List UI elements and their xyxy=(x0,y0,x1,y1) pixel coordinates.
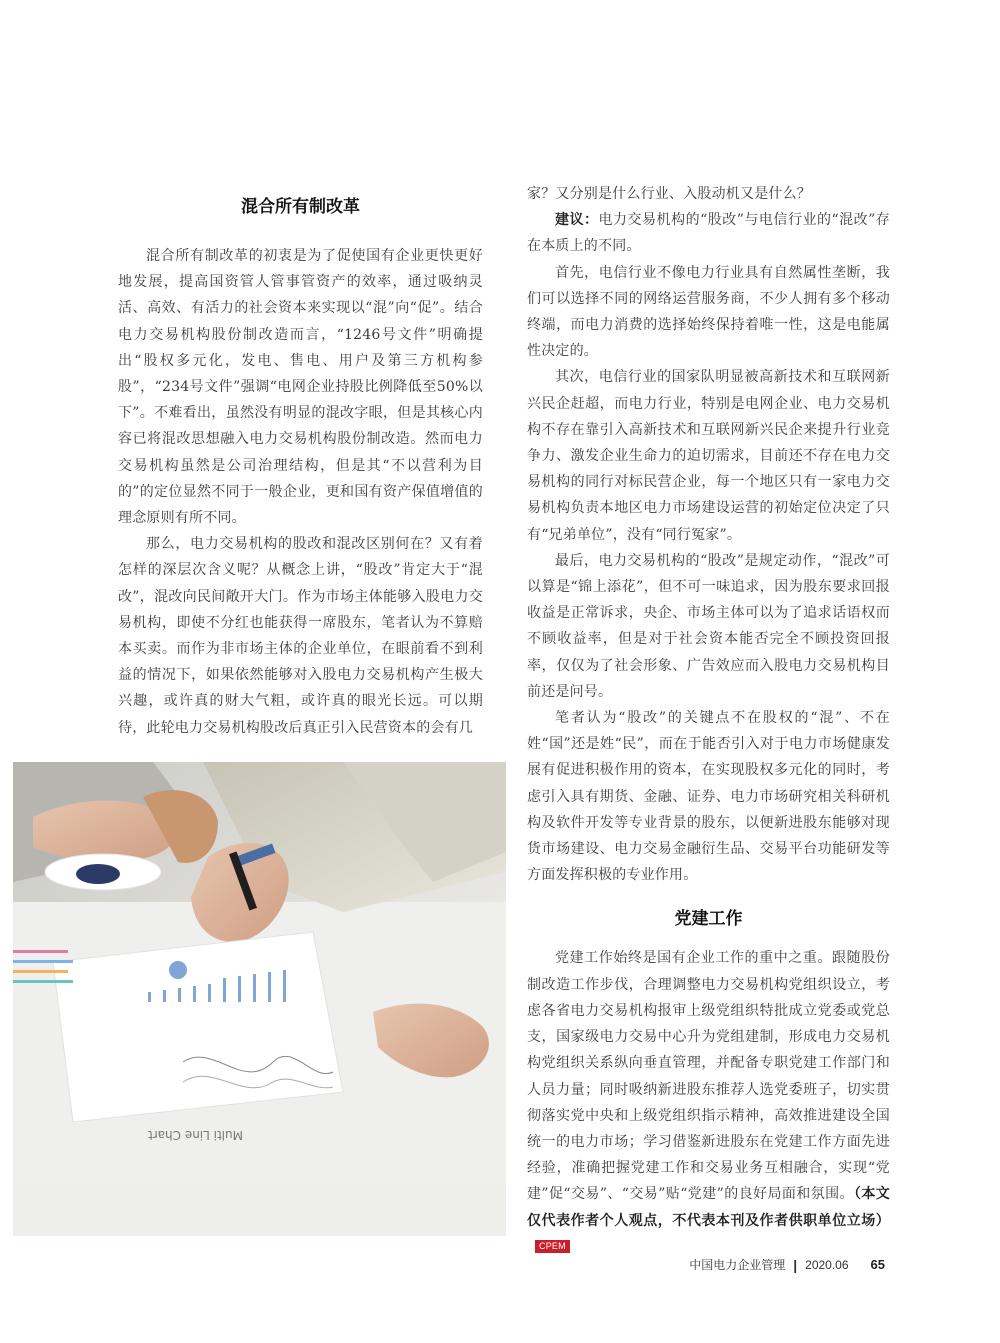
footer-separator: | xyxy=(793,1256,798,1273)
section-title-party-building: 党建工作 xyxy=(674,909,743,930)
section-title-mixed-ownership: 混合所有制改革 xyxy=(241,197,360,217)
page-footer xyxy=(689,1256,885,1273)
meeting-hands-photo xyxy=(13,762,506,1236)
svg-text:Multi Line Chart: Multi Line Chart xyxy=(148,1128,243,1142)
left-column xyxy=(118,192,483,741)
paragraph: 首先，电信行业不像电力行业具有自然属性垄断，我们可以选择不同的网络运营服务商，不少人拥有多个移动终端，而电力消费的选择始终保持着唯一性，这是电能属性决定的。 xyxy=(527,264,890,360)
page-number: 65 xyxy=(870,1257,885,1272)
right-column xyxy=(527,181,890,1260)
paragraph-suggestion: 建议：电力交易机构的“股改”与电信行业的“混改”存在本质上的不同。 xyxy=(527,212,890,255)
paragraph: 最后，电力交易机构的“股改”是规定动作，“混改”可以算是“锦上添花”，但不可一味追求，因为股东要求回报收益是正常诉求，央企、市场主体可以为了追求话语权而不顾收益率，但是对于社会资本能否完全不顾投资回报率，仅仅为了社会形象、广告效应而入股电力交易机构目前还是问号。 xyxy=(527,552,890,700)
paragraph: 笔者认为“股改”的关键点不在股权的“混”、不在姓“国”还是姓“民”，而在于能否引入对于电力市场健康发展有促进积极作用的资本，在实现股权多元化的同时，考虑引入具有期货、金融、证券、电力市场研究相关科研机构及软件开发等专业背景的股东，以便新进股东能够对现货市场建设、电力交易金融衍生品、交易平台功能研发等方面发挥积极的专业作用。 xyxy=(527,710,890,884)
suggestion-label: 建议： xyxy=(555,212,599,229)
paragraph: 混合所有制改革的初衷是为了促使国有企业更快更好地发展，提高国资管人管事管资产的效率，通过吸纳灵活、高效、有活力的社会资本来实现以“混”向“促”。结合电力交易机构股份制改造而言，“1246号文件”明确提出“股权多元化，发电、售电、用户及第三方机构参股”，“234号文件”强调“电网企业持股比例降低至50%以下”。不难看出，虽然没有明显的混改字眼，但是其核心内容已将混改思想融入电力交易机构股份制改造。然而电力交易机构虽然是公司治理结构，但是其“不以营利为目的”的定位显然不同于一般企业，更和国有资产保值增值的理念原则有所不同。 xyxy=(118,248,483,527)
paragraph: 那么，电力交易机构的股改和混改区别何在？又有着怎样的深层次含义呢？从概念上讲，“股改”肯定大于“混改”，混改向民间敞开大门。作为市场主体能够入股电力交易机构，即使不分红也能获得一席股东，笔者认为不算赔本买卖。而作为非市场主体的企业单位，在眼前看不到利益的情况下，如果依然能够对入股电力交易机构产生极大兴趣，或许真的财大气粗，或许真的眼光长远。可以期待，此轮电力交易机构股改后真正引入民营资本的会有几 xyxy=(118,536,483,736)
magazine-name: 中国电力企业管理 xyxy=(689,1258,786,1272)
paragraph: 其次，电信行业的国家队明显被高新技术和互联网新兴民企赶超，而电力行业，特别是电网企业、电力交易机构不存在靠引入高新技术和互联网新兴民企来提升行业竞争力、激发企业生命力的迫切需求，目前还不存在电力交易机构的同行对标民营企业，每一个地区只有一家电力交易机构负责本地区电力市场建设运营的初始定位决定了只有“兄弟单位”，没有“同行冤家”。 xyxy=(527,369,890,543)
article-photo xyxy=(13,762,506,1236)
cpem-badge: CPEM xyxy=(535,1240,570,1253)
paragraph-closing: 党建工作始终是国有企业工作的重中之重。跟随股份制改造工作步伐，合理调整电力交易机构党组织设立，考虑各省电力交易机构报审上级党组织特批成立党委或党总支，国家级电力交易中心升为党组建制，形成电力交易机构党组织关系纵向垂直管理，并配备专职党建工作部门和人员力量；同时吸纳新进股东推荐人选党委班子，切实贯彻落实党中央和上级党组织指示精神，高效推进建设全国统一的电力市场；学习借鉴新进股东在党建工作方面先进经验，准确把握党建工作和交易业务互相融合，实现“党建”促“交易”、“交易”贴“党建”的良好局面和氛围。（本文仅代表作者个人观点，不代表本刊及作者供职单位立场）CPEM xyxy=(527,950,890,1252)
issue-number: 2020.06 xyxy=(805,1257,849,1272)
paragraph: 家？又分别是什么行业、入股动机又是什么？ xyxy=(527,186,811,202)
disclaimer: （本文仅代表作者个人观点，不代表本刊及作者供职单位立场） xyxy=(527,1186,890,1229)
